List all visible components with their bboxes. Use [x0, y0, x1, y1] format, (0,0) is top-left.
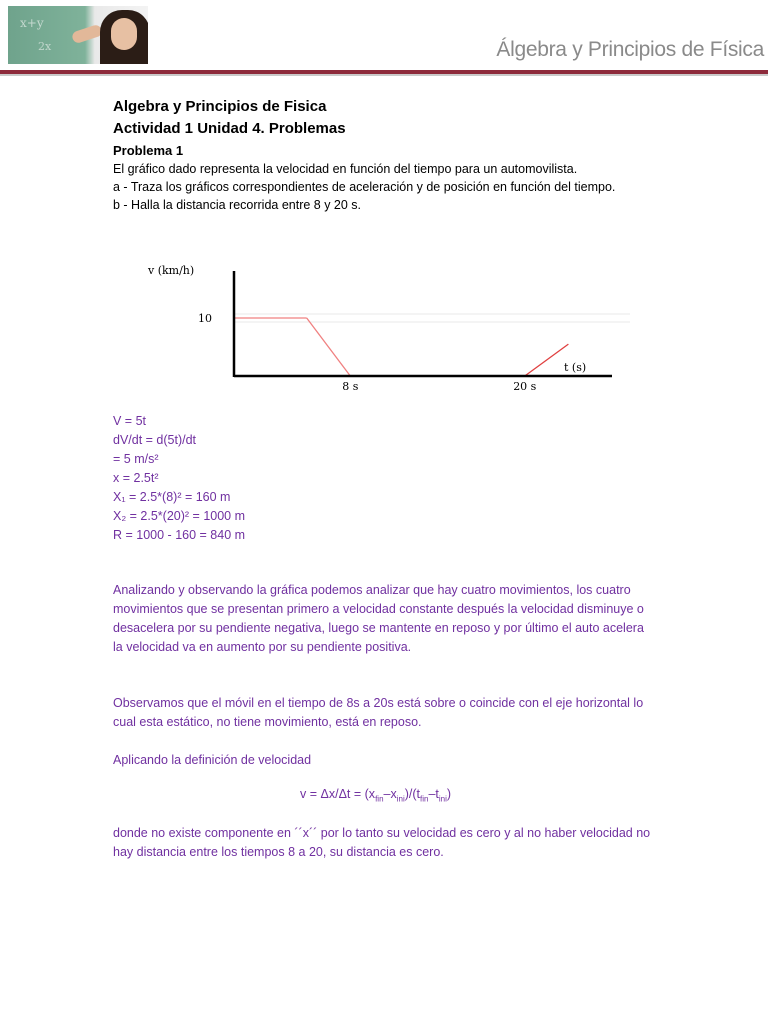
site-title: Álgebra y Principios de Física — [496, 38, 764, 61]
page-header — [0, 0, 768, 70]
formula-text: v = Δx/Δt = (x — [300, 787, 376, 801]
problem-part-a: a - Traza los gráficos correspondientes de aceleración y de posición en función del tiempo. — [113, 180, 616, 194]
solution-steps — [113, 412, 413, 545]
formula-text: –x — [383, 787, 397, 801]
analysis-paragraph-4: donde no existe componente en ´´x´´ por lo tanto su velocidad es cero y al no haber velocidad no hay distancia entre los tiempos 8 a 20, su distancia es cero. — [113, 826, 651, 859]
analysis-paragraph-1: Analizando y observando la gráfica podemos analizar que hay cuatro movimientos, los cuatro movimientos que se presentan primero a velocidad constante después la velocidad disminuye o desacelera por su pendiente negativa, luego se mantente en reposo y por último el auto acelera la velocidad va en aumento por su pendiente positiva. — [113, 583, 644, 654]
solution-line: = 5 m/s² — [113, 452, 159, 466]
series-line-segment — [307, 318, 351, 376]
y-axis-label: v (km/h) — [148, 264, 195, 277]
analysis-paragraph-3: Aplicando la definición de velocidad — [113, 753, 312, 767]
x-axis-label: t (s) — [564, 361, 587, 374]
problem-part-b: b - Halla la distancia recorrida entre 8 y 20 s. — [113, 198, 362, 212]
document-subtitle: Actividad 1 Unidad 4. Problemas — [113, 120, 346, 137]
formula-subscript: ini — [396, 794, 405, 804]
x-tick-label: 8 s — [342, 380, 359, 393]
solution-line: R = 1000 - 160 = 840 m — [113, 528, 246, 542]
velocity-time-chart — [130, 255, 630, 405]
series-line-segment — [525, 344, 569, 376]
solution-line: dV/dt = d(5t)/dt — [113, 433, 197, 447]
header-divider-shadow — [0, 74, 768, 76]
document-title: Algebra y Principios de Fisica — [113, 98, 327, 115]
x-tick-label: 20 s — [513, 380, 537, 393]
formula-subscript: ini — [438, 794, 447, 804]
solution-line: X₂ = 2.5*(20)² = 1000 m — [113, 509, 246, 523]
analysis-paragraph-2: Observamos que el móvil en el tiempo de 8s a 20s está sobre o coincide con el eje horizontal lo cual esta estático, no tiene movimiento, está en reposo. — [113, 696, 644, 729]
student-face — [111, 18, 137, 50]
formula-text: ) — [446, 787, 452, 801]
solution-line: V = 5t — [113, 414, 147, 428]
problem-statement: El gráfico dado representa la velocidad en función del tiempo para un automovilista. — [113, 162, 578, 176]
student-arm — [71, 24, 103, 45]
formula-text: )/(t — [404, 787, 421, 801]
y-tick-label: 10 — [198, 312, 212, 325]
chalk-text: 2x — [38, 40, 52, 53]
problem-heading: Problema 1 — [113, 143, 184, 158]
formula-subscript: fin — [375, 794, 384, 804]
header-photo — [8, 6, 148, 64]
formula-text: –t — [428, 787, 439, 801]
document-body — [113, 96, 655, 214]
solution-line: X₁ = 2.5*(8)² = 160 m — [113, 490, 231, 504]
solution-line: x = 2.5t² — [113, 471, 159, 485]
velocity-formula — [300, 787, 451, 804]
chalk-text: x+y — [20, 16, 44, 30]
formula-subscript: fin — [420, 794, 429, 804]
